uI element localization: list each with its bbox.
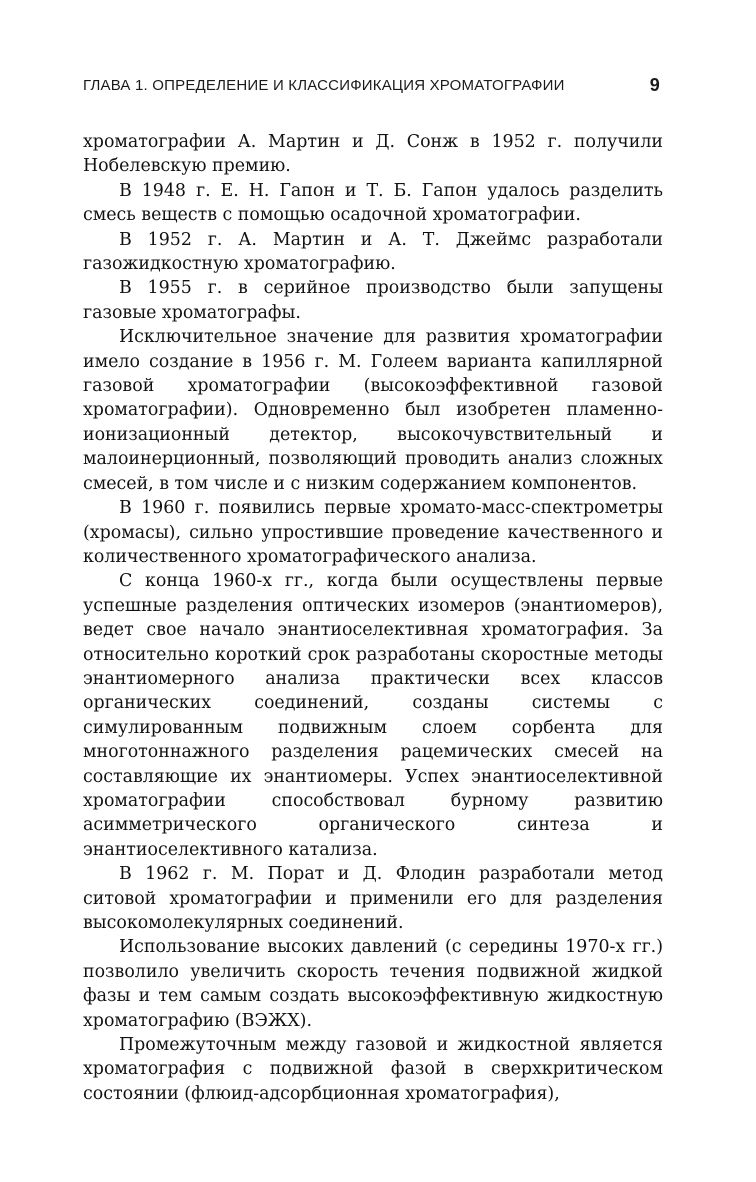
body-text	[83, 130, 663, 1106]
paragraph: В 1948 г. Е. Н. Гапон и Т. Б. Гапон удалось разделить смесь веществ с помощью осадочной хроматографии.	[83, 180, 663, 226]
paragraph: В 1955 г. в серийное производство были запущены газовые хроматографы.	[83, 278, 663, 323]
paragraph: В 1960 г. появились первые хромато-масс-спектрометры (хромасы), сильно упростившие проведение качественного и количественного хроматографического анализа.	[83, 498, 663, 567]
chapter-title: ГЛАВА 1. ОПРЕДЕЛЕНИЕ И КЛАССИФИКАЦИЯ ХРОМАТОГРАФИИ	[83, 77, 565, 94]
paragraph: В 1962 г. М. Порат и Д. Флодин разработали метод ситовой хроматографии и применили его для разделения высокомолекулярных соединений.	[83, 864, 663, 933]
paragraph: В 1952 г. А. Мартин и А. Т. Джеймс разработали газожидкостную хроматографию.	[83, 229, 663, 275]
paragraph: Исключительное значение для развития хроматографии имело создание в 1956 г. М. Голеем варианта капиллярной газовой хроматографии (высокоэффективной газовой хроматографии). Одновременно был изобретен пламенно-ионизационный детектор, высокочувствительный и малоинерционный, позволяющий проводить анализ сложных смесей, в том числе и с низким содержанием компонентов.	[83, 327, 663, 494]
paragraph: Использование высоких давлений (с середины 1970-х гг.) позволило увеличить скорость течения подвижной жидкой фазы и тем самым создать высокоэффективную жидкостную хроматографию (ВЭЖХ).	[83, 937, 663, 1031]
paragraph: Промежуточным между газовой и жидкостной является хроматография с подвижной фазой в сверхкритическом состоянии (флюид-адсорбционная хроматография),	[83, 1035, 663, 1104]
paragraph-continuation: хроматографии А. Мартин и Д. Сонж в 1952 г. получили Нобелевскую премию.	[83, 132, 663, 177]
page-number: 9	[649, 75, 660, 95]
running-header	[83, 77, 660, 97]
paragraph: С конца 1960-х гг., когда были осуществлены первые успешные разделения оптических изомеров (энантиомеров), ведет свое начало энантиоселективная хроматография. За относительно короткий срок разработаны скоростные методы энантиомерного анализа практически всех классов органических соединений, созданы системы с симулированным подвижным слоем сорбента для многотоннажного разделения рацемических смесей на составляющие их энантиомеры. Успех энантиоселективной хроматографии способствовал бурному развитию асимметрического органического синтеза и энантиоселективного катализа.	[83, 571, 663, 860]
